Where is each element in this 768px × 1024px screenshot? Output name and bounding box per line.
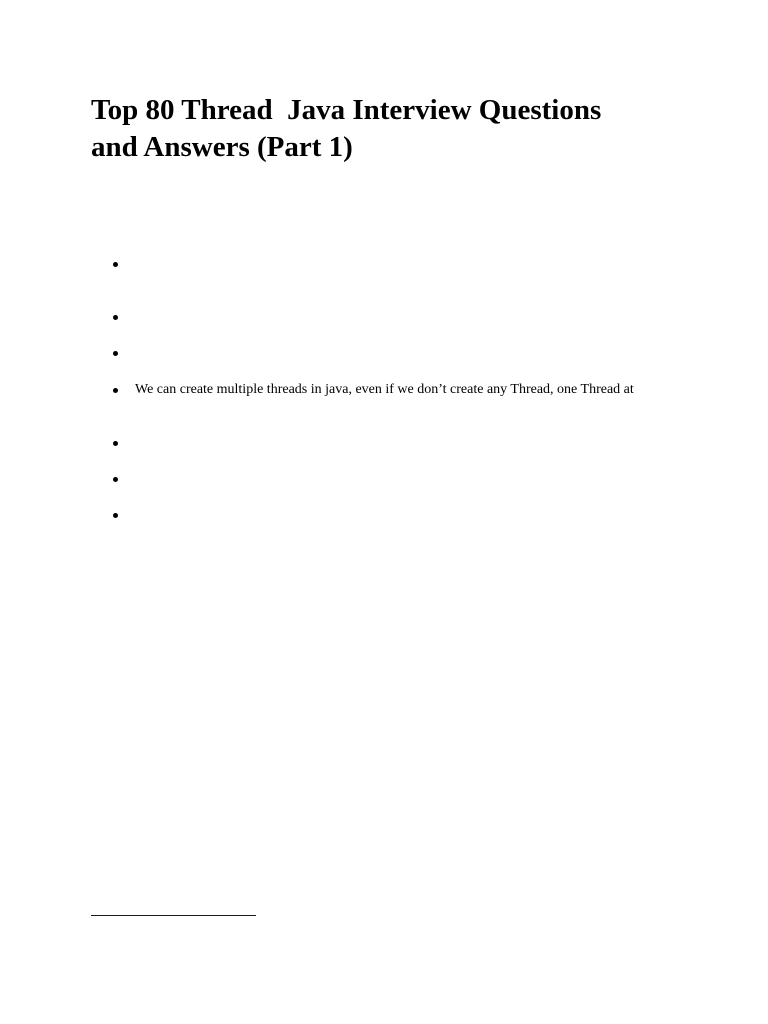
document-title: Top 80 Thread Java Interview Questions and Answers (Part 1) (91, 94, 609, 163)
bullet-dot-icon (113, 477, 118, 482)
footer-link[interactable] (91, 903, 256, 916)
bullet-dot-icon (113, 441, 118, 446)
list-item-text: We can create multiple threads in java, even if we don’t create any Thread, one Thread at (135, 382, 634, 397)
list-item (113, 433, 135, 453)
bullet-dot-icon (113, 513, 118, 518)
list-item (113, 343, 135, 363)
bullet-dot-icon (113, 262, 118, 267)
bullet-dot-icon (113, 388, 118, 393)
list-item (113, 505, 135, 525)
bullet-dot-icon (113, 351, 118, 356)
list-item (113, 307, 135, 327)
list-item (113, 469, 135, 489)
list-item (113, 254, 135, 274)
list-item (113, 380, 634, 400)
bullet-dot-icon (113, 315, 118, 320)
